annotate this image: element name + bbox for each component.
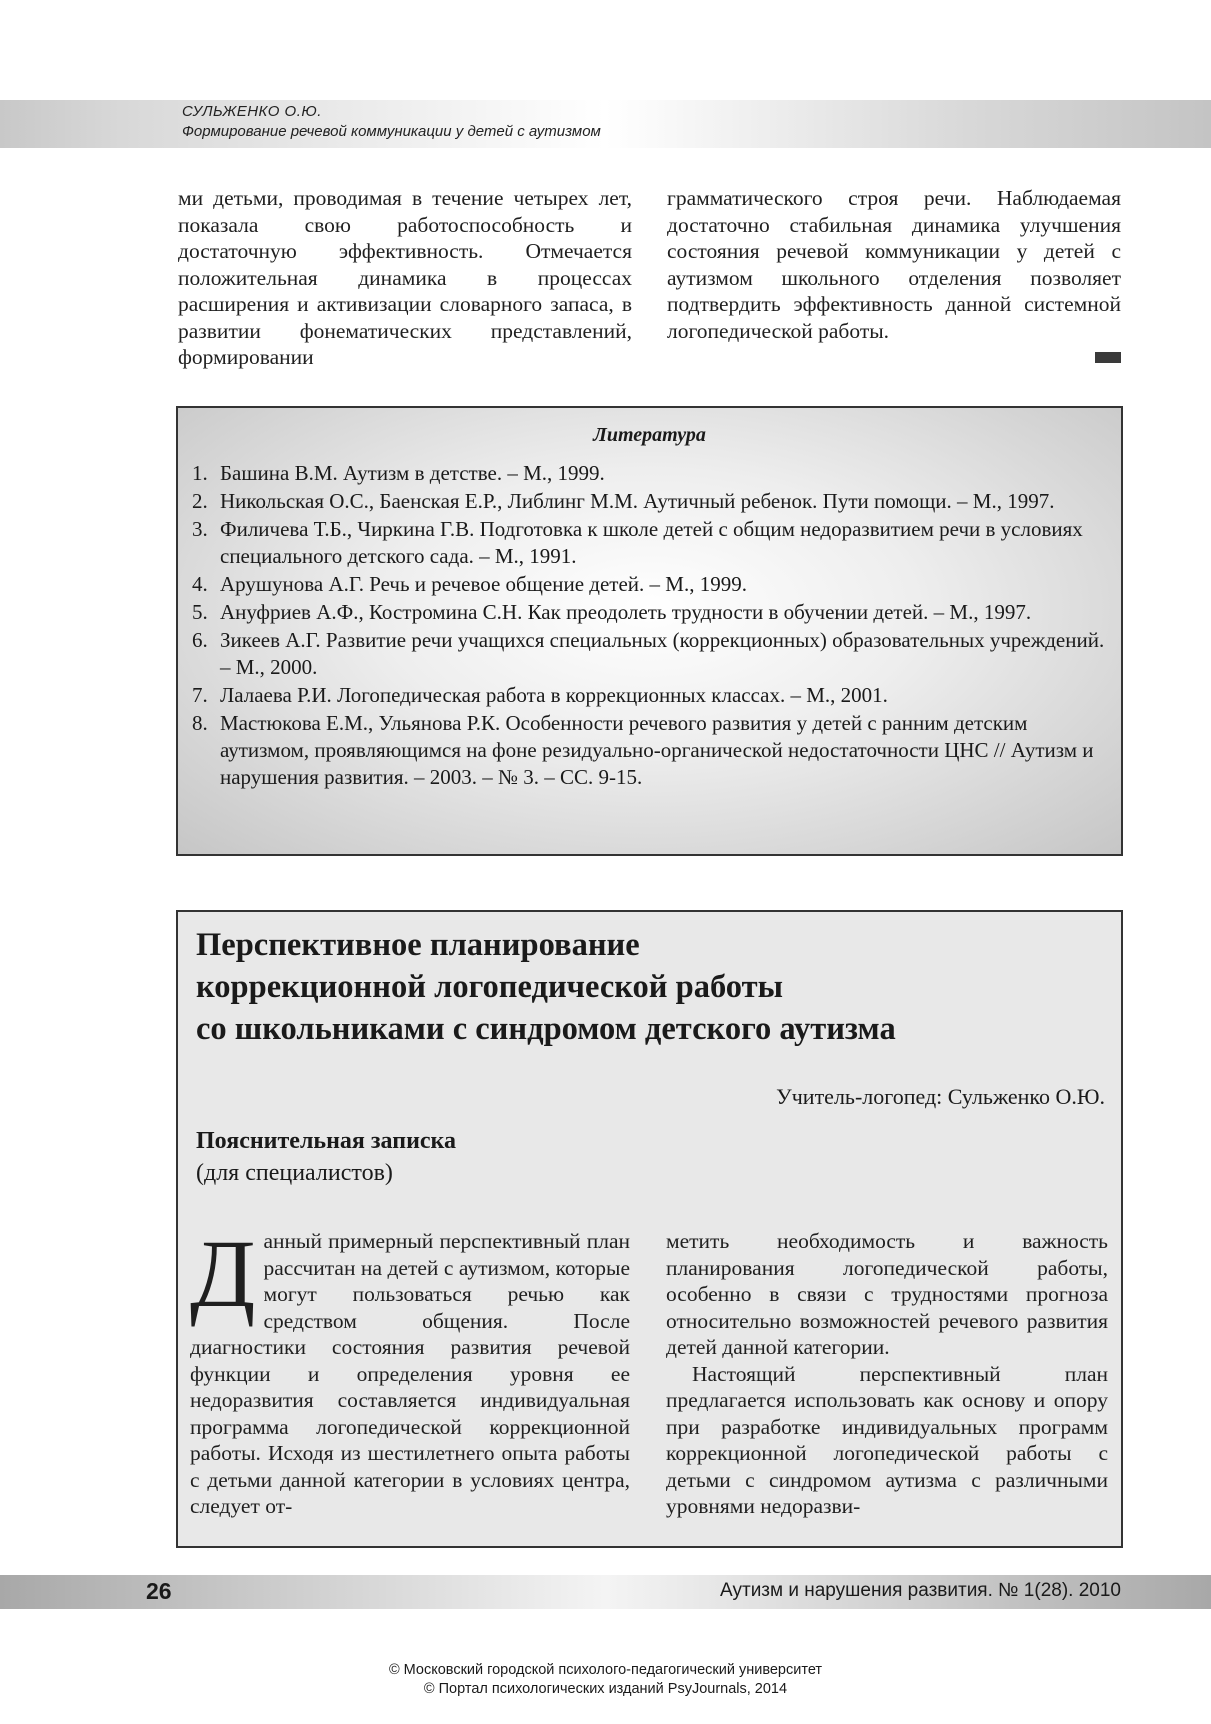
literature-item-text: Лалаева Р.И. Логопедическая работа в коррекционных классах. – М., 2001. (220, 683, 888, 707)
literature-item-number: 6. (192, 628, 208, 652)
literature-item-text: Башина В.М. Аутизм в детстве. – М., 1999. (220, 461, 605, 485)
literature-item-number: 7. (192, 683, 208, 707)
article-left-paragraph (190, 1220, 630, 1520)
article-title-line: коррекционной логопедической работы (196, 969, 783, 1005)
top-text-left-column (178, 185, 632, 371)
top-text-right: грамматического строя речи. Наблюдаемая достаточно стабильная динамика улучшения состояния речевой коммуникации у детей с аутизмом школьного отделения позволяет подтвердить эффективность данной системной логопедической работы. (667, 186, 1121, 343)
literature-item-text: Филичева Т.Б., Чиркина Г.В. Подготовка к школе детей с общим недоразвитием речи в условиях специального детского сада. – М., 1991. (220, 517, 1083, 568)
article-right-paragraph-2: Настоящий перспективный план предлагается использовать как основу и опору при разработке индивидуальных программ коррекционной логопедической работы с детьми с синдромом аутизма с различными уровнями недоразви- (666, 1361, 1108, 1518)
article-title-line: со школьниками с синдромом детского аутизма (196, 1011, 896, 1047)
literature-item-number: 4. (192, 572, 208, 596)
literature-item (192, 682, 1112, 709)
journal-name: Аутизм и нарушения развития. № 1(28). 2010 (720, 1580, 1121, 1601)
end-of-article-mark (1095, 352, 1121, 363)
literature-item (192, 571, 1112, 598)
literature-item (192, 516, 1112, 570)
literature-item-number: 2. (192, 489, 208, 513)
article-left-column (190, 1220, 630, 1520)
article-right-column (666, 1228, 1108, 1520)
header-subtitle: Формирование речевой коммуникации у детей с аутизмом (182, 123, 601, 140)
article-left-text: анный примерный перспективный план рассчитан на детей с аутизмом, которые могут пользоваться речью как средством общения. После диагностики состояния развития речевой функции и определения уровня ее недоразвития составляется индивидуальная программа логопедической коррекционной работы. Исходя из шестилетнего опыта работы с детьми данной категории в условиях центра, следует от- (190, 1229, 630, 1518)
literature-list (192, 460, 1112, 792)
literature-item (192, 599, 1112, 626)
literature-item-number: 1. (192, 461, 208, 485)
section-subtitle: (для специалистов) (196, 1160, 393, 1186)
literature-item-text: Никольская О.С., Баенская Е.Р., Либлинг М.М. Аутичный ребенок. Пути помощи. – М., 1997. (220, 489, 1055, 513)
header-author: СУЛЬЖЕНКО О.Ю. (182, 103, 322, 120)
literature-title: Литература (593, 424, 706, 446)
article-title-line: Перспективное планирование (196, 927, 640, 963)
drop-cap: Д (190, 1220, 256, 1327)
article-right-paragraph-1: метить необходимость и важность планирования логопедической работы, особенно в связи с трудностями прогноза относительно возможностей речевого развития детей данной категории. (666, 1229, 1108, 1359)
literature-item (192, 460, 1112, 487)
literature-item-number: 5. (192, 600, 208, 624)
copyright-line-2: © Портал психологических изданий PsyJournals, 2014 (423, 1681, 788, 1697)
literature-item-text: Ануфриев А.Ф., Костромина С.Н. Как преодолеть трудности в обучении детей. – М., 1997. (220, 600, 1032, 624)
literature-item-number: 3. (192, 517, 208, 541)
literature-item-number: 8. (192, 711, 208, 735)
literature-item (192, 488, 1112, 515)
literature-item (192, 710, 1112, 791)
literature-box (176, 406, 1123, 856)
article-author: Учитель-логопед: Сульженко О.Ю. (776, 1084, 1105, 1109)
literature-item-text: Зикеев А.Г. Развитие речи учащихся специальных (коррекционных) образовательных учреждений. – М., 2000. (220, 628, 1105, 679)
top-text-left: ми детьми, проводимая в течение четырех лет, показала свою работоспособность и достаточную эффективность. Отмечается положительная динамика в процессах расширения и активизации словарного запаса, в развитии фонематических представлений, формировании (178, 186, 632, 369)
article-title (196, 924, 1096, 1050)
page-number: 26 (146, 1578, 172, 1604)
top-text-right-column (667, 185, 1121, 363)
literature-item (192, 627, 1112, 681)
section-title: Пояснительная записка (196, 1128, 457, 1154)
literature-item-text: Арушунова А.Г. Речь и речевое общение детей. – М., 1999. (220, 572, 747, 596)
literature-item-text: Мастюкова Е.М., Ульянова Р.К. Особенности речевого развития у детей с ранним детским аутизмом, проявляющимся на фоне резидуально-органической недостаточности ЦНС // Аутизм и нарушения развития. – 2003. – № 3. – СС. 9-15. (220, 711, 1094, 789)
copyright-line-1: © Московский городской психолого-педагогический университет (388, 1662, 823, 1678)
